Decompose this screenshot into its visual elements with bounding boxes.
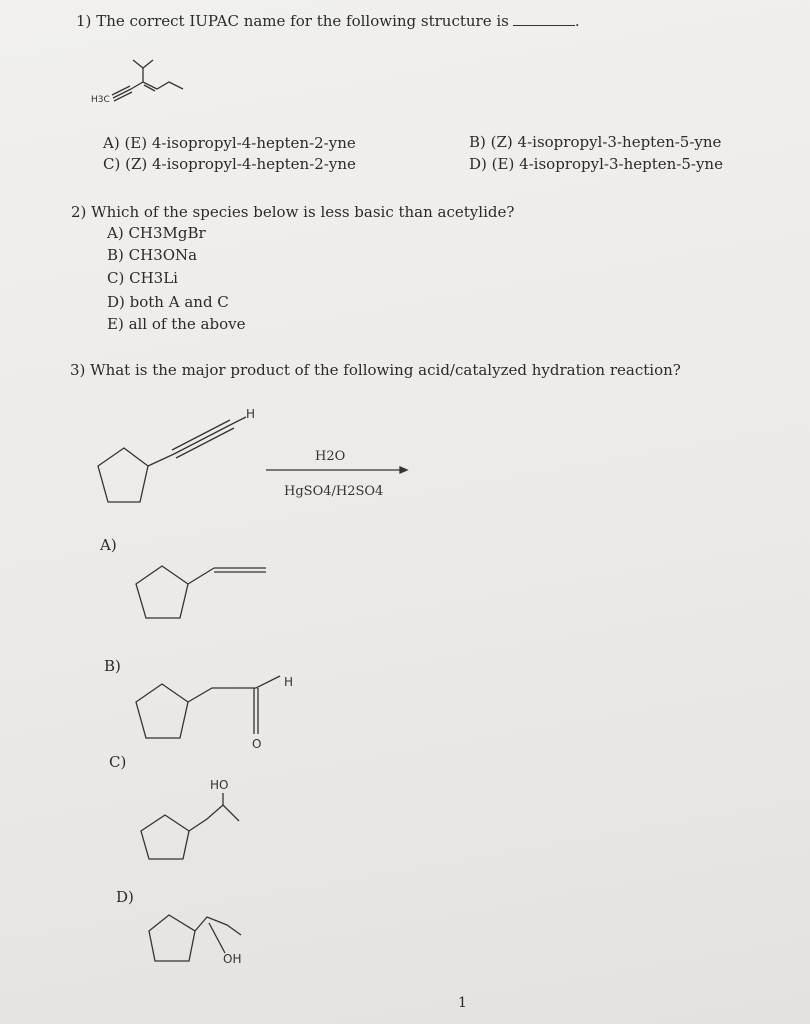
q1-option-c[interactable]: C) (Z) 4-isopropyl-4-hepten-2-yne xyxy=(103,155,356,173)
answer-d-oh-label: OH xyxy=(223,952,242,966)
q2-option-b[interactable]: B) CH3ONa xyxy=(107,246,198,264)
answer-a-structure xyxy=(130,560,280,650)
q1-text: The correct IUPAC name for the following structure is xyxy=(96,12,509,30)
q1-end: . xyxy=(574,12,580,30)
answer-b-label[interactable]: B) xyxy=(104,657,121,675)
answer-b-h-label: H xyxy=(284,675,294,689)
q2-option-e[interactable]: E) all of the above xyxy=(107,315,246,333)
q2-option-a[interactable]: A) CH3MgBr xyxy=(107,224,206,242)
h3c-label: H3C xyxy=(91,95,110,105)
answer-c-ho-label: HO xyxy=(210,778,229,792)
answer-b-o-label: O xyxy=(252,737,262,751)
answer-a-label[interactable]: A) xyxy=(100,536,117,554)
alkyne-h-label: H xyxy=(246,407,256,421)
answer-blank xyxy=(513,24,575,26)
q2-prompt: 2) Which of the species below is less basic than acetylide? xyxy=(71,203,515,221)
q1-option-b[interactable]: B) (Z) 4-isopropyl-3-hepten-5-yne xyxy=(469,133,722,151)
page-number: 1 xyxy=(458,995,467,1011)
reagent-top: H2O xyxy=(315,449,346,464)
q1-option-d[interactable]: D) (E) 4-isopropyl-3-hepten-5-yne xyxy=(469,155,723,173)
answer-b-structure xyxy=(130,672,310,772)
answer-c-label[interactable]: C) xyxy=(109,753,127,771)
q1-structure xyxy=(85,52,225,122)
q2-option-d[interactable]: D) both A and C xyxy=(107,293,229,311)
answer-c-structure xyxy=(135,775,265,865)
q3-alkyne-structure xyxy=(90,400,290,520)
q2-option-c[interactable]: C) CH3Li xyxy=(107,269,178,287)
answer-d-structure xyxy=(145,905,275,975)
q1-number: 1) xyxy=(76,12,92,30)
q3-prompt: 3) What is the major product of the following acid/catalyzed hydration reaction? xyxy=(70,361,681,379)
reagent-bottom: HgSO4/H2SO4 xyxy=(284,484,384,499)
q1-option-a[interactable]: A) (E) 4-isopropyl-4-hepten-2-yne xyxy=(103,134,356,152)
reaction-arrow xyxy=(262,440,422,500)
q1-prompt xyxy=(76,12,580,30)
answer-d-label[interactable]: D) xyxy=(116,888,134,906)
